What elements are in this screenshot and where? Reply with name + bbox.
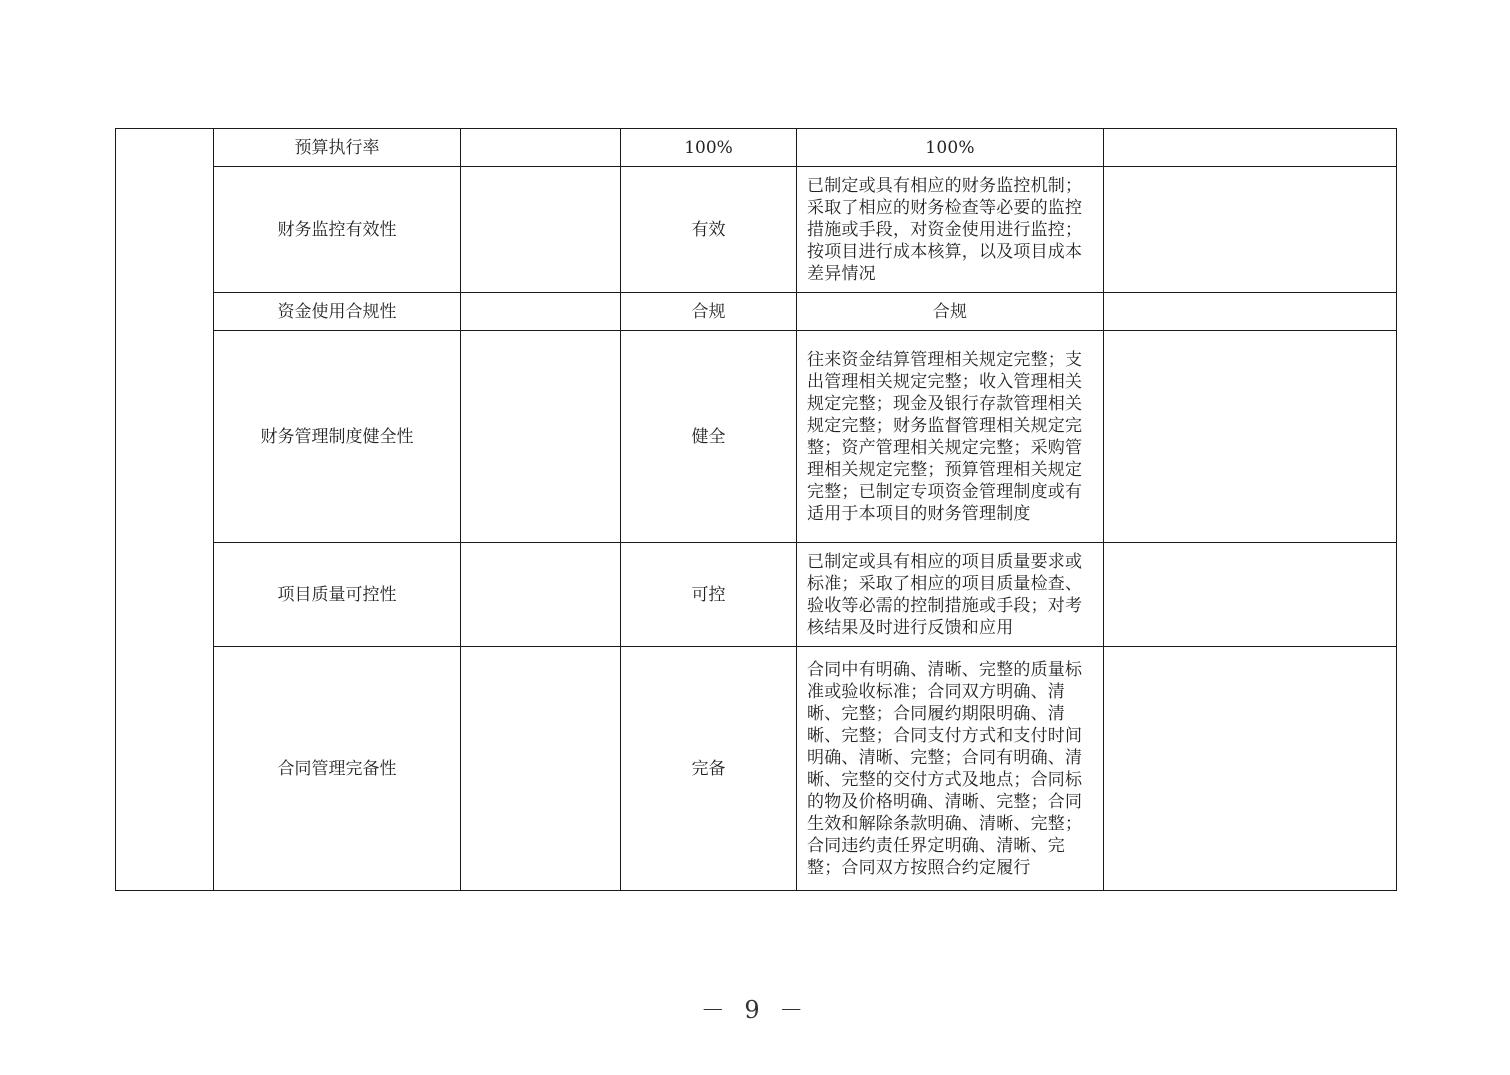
criteria-text: 100% — [925, 137, 975, 158]
table-row — [116, 543, 1397, 647]
page-number: － 9 － — [700, 996, 810, 1024]
target-cell — [461, 293, 621, 331]
note-cell — [1104, 647, 1397, 891]
table-row — [116, 293, 1397, 331]
note-cell — [1104, 543, 1397, 647]
criteria-cell — [797, 293, 1104, 331]
actual-value: 100% — [621, 129, 797, 167]
note-cell — [1104, 129, 1397, 167]
table-row — [116, 129, 1397, 167]
table-row — [116, 167, 1397, 293]
target-cell — [461, 647, 621, 891]
criteria-cell — [797, 129, 1104, 167]
indicator-name: 财务监控有效性 — [214, 167, 461, 293]
actual-value: 合规 — [621, 293, 797, 331]
target-cell — [461, 543, 621, 647]
criteria-text: 往来资金结算管理相关规定完整；支出管理相关规定完整；收入管理相关规定完整；现金及银行存款管理相关规定完整；财务监督管理相关规定完整；资产管理相关规定完整；采购管理相关规定完整；预算管理相关规定完整；已制定专项资金管理制度或有适用于本项目的财务管理制度 — [807, 349, 1083, 524]
actual-value: 可控 — [621, 543, 797, 647]
actual-value: 有效 — [621, 167, 797, 293]
note-cell — [1104, 331, 1397, 543]
criteria-text: 已制定或具有相应的项目质量要求或标准；采取了相应的项目质量检查、验收等必需的控制措施或手段；对考核结果及时进行反馈和应用 — [807, 551, 1083, 638]
indicator-name: 资金使用合规性 — [214, 293, 461, 331]
criteria-text: 合同中有明确、清晰、完整的质量标准或验收标准；合同双方明确、清晰、完整；合同履约期限明确、清晰、完整；合同支付方式和支付时间明确、清晰、完整；合同有明确、清晰、完整的交付方式及地点；合同标的物及价格明确、清晰、完整；合同生效和解除条款明确、清晰、完整；合同违约责任界定明确、清晰、完整；合同双方按照合约定履行 — [807, 659, 1083, 878]
criteria-cell — [797, 331, 1104, 543]
indicator-name: 合同管理完备性 — [214, 647, 461, 891]
criteria-text: 合规 — [932, 301, 968, 322]
performance-indicator-table — [115, 128, 1397, 891]
actual-value: 健全 — [621, 331, 797, 543]
criteria-cell — [797, 647, 1104, 891]
criteria-text: 已制定或具有相应的财务监控机制；采取了相应的财务检查等必要的监控措施或手段，对资金使用进行监控；按项目进行成本核算，以及项目成本差异情况 — [807, 175, 1083, 284]
indicator-name: 预算执行率 — [214, 129, 461, 167]
table-row — [116, 647, 1397, 891]
target-cell — [461, 167, 621, 293]
target-cell — [461, 129, 621, 167]
actual-value: 完备 — [621, 647, 797, 891]
note-cell — [1104, 293, 1397, 331]
note-cell — [1104, 167, 1397, 293]
criteria-cell — [797, 167, 1104, 293]
category-cell — [116, 129, 214, 891]
indicator-name: 财务管理制度健全性 — [214, 331, 461, 543]
indicator-name: 项目质量可控性 — [214, 543, 461, 647]
target-cell — [461, 331, 621, 543]
criteria-cell — [797, 543, 1104, 647]
table-row — [116, 331, 1397, 543]
